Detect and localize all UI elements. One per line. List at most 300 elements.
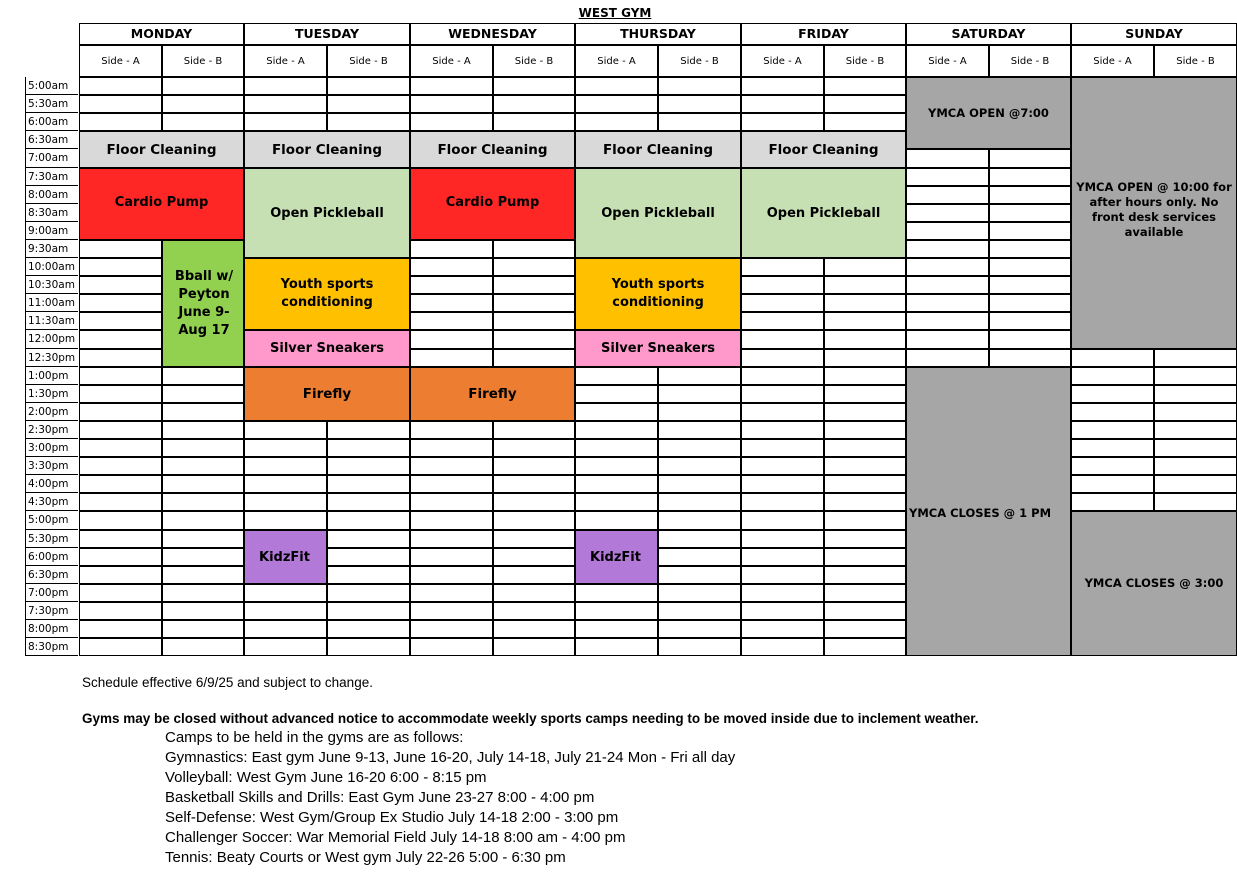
slot-cell[interactable] xyxy=(1154,349,1237,367)
slot-cell[interactable] xyxy=(327,77,410,95)
event-cardio-pump[interactable] xyxy=(410,168,575,240)
slot-cell[interactable] xyxy=(162,421,244,439)
slot-cell[interactable] xyxy=(906,240,989,258)
slot-cell[interactable] xyxy=(989,222,1071,240)
slot-cell[interactable] xyxy=(824,530,906,548)
slot-cell[interactable] xyxy=(824,457,906,475)
slot-cell[interactable] xyxy=(244,95,327,113)
time-label: 4:30pm xyxy=(25,493,78,511)
slot-cell[interactable] xyxy=(410,584,493,602)
slot-cell[interactable] xyxy=(79,330,162,349)
event-silver-sneakers[interactable] xyxy=(244,330,410,367)
event-floor-cleaning[interactable] xyxy=(410,131,575,168)
slot-cell[interactable] xyxy=(1071,367,1154,385)
time-label: 9:30am xyxy=(25,240,78,258)
time-label: 8:00pm xyxy=(25,620,78,638)
slot-cell[interactable] xyxy=(79,602,162,620)
slot-cell[interactable] xyxy=(493,493,575,511)
slot-cell[interactable] xyxy=(658,530,741,548)
slot-cell[interactable] xyxy=(1154,493,1237,511)
slot-cell[interactable] xyxy=(79,548,162,566)
slot-cell[interactable] xyxy=(162,511,244,530)
slot-cell[interactable] xyxy=(741,439,824,457)
slot-cell[interactable] xyxy=(575,403,658,421)
slot-cell[interactable] xyxy=(410,439,493,457)
slot-cell[interactable] xyxy=(162,113,244,131)
slot-cell[interactable] xyxy=(327,421,410,439)
slot-cell[interactable] xyxy=(741,276,824,294)
slot-cell[interactable] xyxy=(906,330,989,349)
slot-cell[interactable] xyxy=(79,421,162,439)
day-header-wednesday: WEDNESDAY xyxy=(410,23,575,45)
slot-cell[interactable] xyxy=(327,638,410,656)
slot-cell[interactable] xyxy=(575,113,658,131)
slot-cell[interactable] xyxy=(575,511,658,530)
slot-cell[interactable] xyxy=(493,548,575,566)
slot-cell[interactable] xyxy=(906,204,989,222)
slot-cell[interactable] xyxy=(410,95,493,113)
slot-cell[interactable] xyxy=(244,493,327,511)
slot-cell[interactable] xyxy=(410,548,493,566)
slot-cell[interactable] xyxy=(79,312,162,330)
slot-cell[interactable] xyxy=(79,403,162,421)
slot-cell[interactable] xyxy=(741,95,824,113)
event-label: YMCA OPEN @7:00 xyxy=(928,105,1049,120)
slot-cell[interactable] xyxy=(493,475,575,493)
slot-cell[interactable] xyxy=(162,457,244,475)
slot-cell[interactable] xyxy=(493,638,575,656)
slot-cell[interactable] xyxy=(575,584,658,602)
slot-cell[interactable] xyxy=(79,113,162,131)
slot-cell[interactable] xyxy=(658,584,741,602)
slot-cell[interactable] xyxy=(741,113,824,131)
slot-cell[interactable] xyxy=(162,620,244,638)
slot-cell[interactable] xyxy=(162,638,244,656)
slot-cell[interactable] xyxy=(1071,385,1154,403)
event-kidzfit[interactable] xyxy=(244,530,327,584)
event-youth-sports[interactable] xyxy=(244,258,410,330)
slot-cell[interactable] xyxy=(327,548,410,566)
event-floor-cleaning[interactable] xyxy=(575,131,741,168)
slot-cell[interactable] xyxy=(989,258,1071,276)
slot-cell[interactable] xyxy=(741,258,824,276)
slot-cell[interactable] xyxy=(410,77,493,95)
slot-cell[interactable] xyxy=(410,113,493,131)
slot-cell[interactable] xyxy=(989,186,1071,204)
slot-cell[interactable] xyxy=(658,566,741,584)
slot-cell[interactable] xyxy=(162,439,244,457)
slot-cell[interactable] xyxy=(327,566,410,584)
slot-cell[interactable] xyxy=(575,493,658,511)
slot-cell[interactable] xyxy=(575,95,658,113)
slot-cell[interactable] xyxy=(575,77,658,95)
slot-cell[interactable] xyxy=(989,204,1071,222)
event-sat-close[interactable] xyxy=(906,367,1071,656)
slot-cell[interactable] xyxy=(244,620,327,638)
slot-cell[interactable] xyxy=(493,602,575,620)
event-silver-sneakers[interactable] xyxy=(575,330,741,367)
schedule-title: WEST GYM xyxy=(578,6,652,20)
slot-cell[interactable] xyxy=(1071,349,1154,367)
slot-cell[interactable] xyxy=(824,620,906,638)
slot-cell[interactable] xyxy=(741,548,824,566)
slot-cell[interactable] xyxy=(989,276,1071,294)
slot-cell[interactable] xyxy=(824,258,906,276)
slot-cell[interactable] xyxy=(493,294,575,312)
event-youth-sports[interactable] xyxy=(575,258,741,330)
slot-cell[interactable] xyxy=(493,584,575,602)
slot-cell[interactable] xyxy=(493,349,575,367)
slot-cell[interactable] xyxy=(79,530,162,548)
slot-cell[interactable] xyxy=(327,511,410,530)
slot-cell[interactable] xyxy=(741,77,824,95)
slot-cell[interactable] xyxy=(79,475,162,493)
slot-cell[interactable] xyxy=(79,258,162,276)
slot-cell[interactable] xyxy=(1154,367,1237,385)
slot-cell[interactable] xyxy=(989,149,1071,168)
slot-cell[interactable] xyxy=(741,294,824,312)
slot-cell[interactable] xyxy=(741,566,824,584)
slot-cell[interactable] xyxy=(244,113,327,131)
slot-cell[interactable] xyxy=(162,77,244,95)
slot-cell[interactable] xyxy=(79,349,162,367)
slot-cell[interactable] xyxy=(410,457,493,475)
event-floor-cleaning[interactable] xyxy=(244,131,410,168)
slot-cell[interactable] xyxy=(658,620,741,638)
slot-cell[interactable] xyxy=(327,439,410,457)
slot-cell[interactable] xyxy=(162,493,244,511)
slot-cell[interactable] xyxy=(824,493,906,511)
slot-cell[interactable] xyxy=(410,421,493,439)
slot-cell[interactable] xyxy=(1154,457,1237,475)
slot-cell[interactable] xyxy=(493,620,575,638)
slot-cell[interactable] xyxy=(162,367,244,385)
side-header: Side - B xyxy=(162,45,244,77)
event-kidzfit[interactable] xyxy=(575,530,658,584)
slot-cell[interactable] xyxy=(989,312,1071,330)
slot-cell[interactable] xyxy=(327,95,410,113)
slot-cell[interactable] xyxy=(1071,421,1154,439)
slot-cell[interactable] xyxy=(906,186,989,204)
slot-cell[interactable] xyxy=(79,439,162,457)
slot-cell[interactable] xyxy=(741,385,824,403)
camps-intro: Camps to be held in the gyms are as follows: xyxy=(165,729,464,746)
slot-cell[interactable] xyxy=(989,240,1071,258)
slot-cell[interactable] xyxy=(741,493,824,511)
slot-cell[interactable] xyxy=(493,77,575,95)
event-label: Cardio Pump xyxy=(445,195,540,210)
slot-cell[interactable] xyxy=(327,530,410,548)
slot-cell[interactable] xyxy=(79,638,162,656)
slot-cell[interactable] xyxy=(79,77,162,95)
slot-cell[interactable] xyxy=(327,584,410,602)
slot-cell[interactable] xyxy=(741,457,824,475)
camp-item: Volleyball: West Gym June 16-20 6:00 - 8:15 pm xyxy=(165,769,487,786)
slot-cell[interactable] xyxy=(741,312,824,330)
slot-cell[interactable] xyxy=(1154,385,1237,403)
slot-cell[interactable] xyxy=(410,638,493,656)
slot-cell[interactable] xyxy=(658,493,741,511)
slot-cell[interactable] xyxy=(741,530,824,548)
event-open-pickleball[interactable] xyxy=(575,168,741,258)
slot-cell[interactable] xyxy=(741,620,824,638)
event-open-pickleball[interactable] xyxy=(741,168,906,258)
slot-cell[interactable] xyxy=(575,620,658,638)
slot-cell[interactable] xyxy=(493,113,575,131)
slot-cell[interactable] xyxy=(244,638,327,656)
slot-cell[interactable] xyxy=(824,421,906,439)
slot-cell[interactable] xyxy=(1071,403,1154,421)
slot-cell[interactable] xyxy=(493,566,575,584)
slot-cell[interactable] xyxy=(741,330,824,349)
slot-cell[interactable] xyxy=(906,149,989,168)
slot-cell[interactable] xyxy=(410,258,493,276)
slot-cell[interactable] xyxy=(824,312,906,330)
slot-cell[interactable] xyxy=(658,638,741,656)
slot-cell[interactable] xyxy=(741,638,824,656)
slot-cell[interactable] xyxy=(162,403,244,421)
slot-cell[interactable] xyxy=(162,548,244,566)
slot-cell[interactable] xyxy=(575,602,658,620)
slot-cell[interactable] xyxy=(906,168,989,186)
slot-cell[interactable] xyxy=(162,584,244,602)
time-label: 7:30am xyxy=(25,168,78,186)
slot-cell[interactable] xyxy=(575,421,658,439)
slot-cell[interactable] xyxy=(658,421,741,439)
slot-cell[interactable] xyxy=(1071,457,1154,475)
slot-cell[interactable] xyxy=(493,439,575,457)
slot-cell[interactable] xyxy=(79,367,162,385)
slot-cell[interactable] xyxy=(824,439,906,457)
slot-cell[interactable] xyxy=(1154,439,1237,457)
slot-cell[interactable] xyxy=(244,77,327,95)
event-label: Firefly xyxy=(468,386,517,402)
slot-cell[interactable] xyxy=(824,330,906,349)
slot-cell[interactable] xyxy=(575,457,658,475)
effective-note: Schedule effective 6/9/25 and subject to change. xyxy=(82,675,373,690)
side-header: Side - B xyxy=(493,45,575,77)
event-sat-open[interactable] xyxy=(906,77,1071,149)
slot-cell[interactable] xyxy=(493,457,575,475)
slot-cell[interactable] xyxy=(410,530,493,548)
slot-cell[interactable] xyxy=(244,584,327,602)
slot-cell[interactable] xyxy=(410,276,493,294)
slot-cell[interactable] xyxy=(989,168,1071,186)
slot-cell[interactable] xyxy=(493,312,575,330)
slot-cell[interactable] xyxy=(658,113,741,131)
slot-cell[interactable] xyxy=(658,548,741,566)
event-label: Floor Cleaning xyxy=(106,141,217,158)
slot-cell[interactable] xyxy=(658,95,741,113)
slot-cell[interactable] xyxy=(824,511,906,530)
slot-cell[interactable] xyxy=(1154,421,1237,439)
slot-cell[interactable] xyxy=(79,584,162,602)
slot-cell[interactable] xyxy=(824,95,906,113)
slot-cell[interactable] xyxy=(575,367,658,385)
side-header: Side - A xyxy=(410,45,493,77)
slot-cell[interactable] xyxy=(79,620,162,638)
side-header: Side - A xyxy=(906,45,989,77)
time-label: 7:00am xyxy=(25,149,78,168)
slot-cell[interactable] xyxy=(824,77,906,95)
slot-cell[interactable] xyxy=(244,421,327,439)
slot-cell[interactable] xyxy=(741,349,824,367)
slot-cell[interactable] xyxy=(327,493,410,511)
slot-cell[interactable] xyxy=(493,95,575,113)
slot-cell[interactable] xyxy=(741,584,824,602)
slot-cell[interactable] xyxy=(493,530,575,548)
slot-cell[interactable] xyxy=(79,240,162,258)
slot-cell[interactable] xyxy=(493,421,575,439)
slot-cell[interactable] xyxy=(658,403,741,421)
slot-cell[interactable] xyxy=(575,475,658,493)
slot-cell[interactable] xyxy=(79,457,162,475)
slot-cell[interactable] xyxy=(1154,403,1237,421)
event-cardio-pump[interactable] xyxy=(79,168,244,240)
slot-cell[interactable] xyxy=(162,475,244,493)
slot-cell[interactable] xyxy=(493,330,575,349)
slot-cell[interactable] xyxy=(162,566,244,584)
slot-cell[interactable] xyxy=(162,95,244,113)
slot-cell[interactable] xyxy=(989,349,1071,367)
slot-cell[interactable] xyxy=(824,113,906,131)
slot-cell[interactable] xyxy=(327,620,410,638)
event-floor-cleaning[interactable] xyxy=(741,131,906,168)
slot-cell[interactable] xyxy=(1071,493,1154,511)
slot-cell[interactable] xyxy=(327,602,410,620)
slot-cell[interactable] xyxy=(824,385,906,403)
slot-cell[interactable] xyxy=(79,511,162,530)
slot-cell[interactable] xyxy=(824,367,906,385)
slot-cell[interactable] xyxy=(989,294,1071,312)
slot-cell[interactable] xyxy=(410,511,493,530)
time-label: 5:30pm xyxy=(25,530,78,548)
event-sun-open[interactable] xyxy=(1071,77,1237,349)
slot-cell[interactable] xyxy=(824,584,906,602)
slot-cell[interactable] xyxy=(824,403,906,421)
slot-cell[interactable] xyxy=(1071,439,1154,457)
slot-cell[interactable] xyxy=(79,493,162,511)
slot-cell[interactable] xyxy=(906,222,989,240)
time-label: 7:30pm xyxy=(25,602,78,620)
slot-cell[interactable] xyxy=(162,530,244,548)
slot-cell[interactable] xyxy=(824,276,906,294)
slot-cell[interactable] xyxy=(410,294,493,312)
slot-cell[interactable] xyxy=(410,566,493,584)
slot-cell[interactable] xyxy=(162,385,244,403)
slot-cell[interactable] xyxy=(327,113,410,131)
slot-cell[interactable] xyxy=(658,367,741,385)
slot-cell[interactable] xyxy=(79,95,162,113)
slot-cell[interactable] xyxy=(658,475,741,493)
event-label: YMCA OPEN @ 10:00 for after hours only. No front desk services available xyxy=(1076,180,1232,239)
event-bball[interactable] xyxy=(162,240,244,367)
event-label: Open Pickleball xyxy=(766,205,881,221)
time-label: 3:30pm xyxy=(25,457,78,475)
slot-cell[interactable] xyxy=(824,638,906,656)
time-label: 2:00pm xyxy=(25,403,78,421)
slot-cell[interactable] xyxy=(244,439,327,457)
slot-cell[interactable] xyxy=(741,475,824,493)
camp-item: Self-Defense: West Gym/Group Ex Studio July 14-18 2:00 - 3:00 pm xyxy=(165,809,619,826)
slot-cell[interactable] xyxy=(824,548,906,566)
slot-cell[interactable] xyxy=(79,294,162,312)
slot-cell[interactable] xyxy=(410,602,493,620)
slot-cell[interactable] xyxy=(327,475,410,493)
event-floor-cleaning[interactable] xyxy=(79,131,244,168)
slot-cell[interactable] xyxy=(824,475,906,493)
slot-cell[interactable] xyxy=(1071,475,1154,493)
slot-cell[interactable] xyxy=(741,403,824,421)
event-open-pickleball[interactable] xyxy=(244,168,410,258)
slot-cell[interactable] xyxy=(327,457,410,475)
time-label: 9:00am xyxy=(25,222,78,240)
event-firefly[interactable] xyxy=(410,367,575,421)
slot-cell[interactable] xyxy=(658,77,741,95)
slot-cell[interactable] xyxy=(244,511,327,530)
slot-cell[interactable] xyxy=(410,620,493,638)
event-firefly[interactable] xyxy=(244,367,410,421)
slot-cell[interactable] xyxy=(741,602,824,620)
time-label: 5:30am xyxy=(25,95,78,113)
event-label: KidzFit xyxy=(590,549,641,565)
slot-cell[interactable] xyxy=(410,349,493,367)
slot-cell[interactable] xyxy=(906,312,989,330)
slot-cell[interactable] xyxy=(824,602,906,620)
slot-cell[interactable] xyxy=(244,602,327,620)
slot-cell[interactable] xyxy=(1154,475,1237,493)
slot-cell[interactable] xyxy=(575,638,658,656)
slot-cell[interactable] xyxy=(493,276,575,294)
slot-cell[interactable] xyxy=(410,240,493,258)
slot-cell[interactable] xyxy=(79,385,162,403)
slot-cell[interactable] xyxy=(658,457,741,475)
slot-cell[interactable] xyxy=(79,566,162,584)
slot-cell[interactable] xyxy=(244,457,327,475)
slot-cell[interactable] xyxy=(410,475,493,493)
slot-cell[interactable] xyxy=(493,240,575,258)
slot-cell[interactable] xyxy=(741,421,824,439)
event-sun-close[interactable] xyxy=(1071,511,1237,656)
event-label: Bball w/ Peyton June 9-Aug 17 xyxy=(174,268,234,338)
slot-cell[interactable] xyxy=(906,276,989,294)
slot-cell[interactable] xyxy=(906,349,989,367)
slot-cell[interactable] xyxy=(575,385,658,403)
slot-cell[interactable] xyxy=(741,511,824,530)
slot-cell[interactable] xyxy=(741,367,824,385)
slot-cell[interactable] xyxy=(658,511,741,530)
slot-cell[interactable] xyxy=(824,566,906,584)
slot-cell[interactable] xyxy=(658,439,741,457)
slot-cell[interactable] xyxy=(410,312,493,330)
slot-cell[interactable] xyxy=(575,439,658,457)
slot-cell[interactable] xyxy=(79,276,162,294)
slot-cell[interactable] xyxy=(824,349,906,367)
slot-cell[interactable] xyxy=(824,294,906,312)
slot-cell[interactable] xyxy=(162,602,244,620)
slot-cell[interactable] xyxy=(658,602,741,620)
slot-cell[interactable] xyxy=(493,511,575,530)
slot-cell[interactable] xyxy=(906,258,989,276)
slot-cell[interactable] xyxy=(244,475,327,493)
slot-cell[interactable] xyxy=(410,493,493,511)
slot-cell[interactable] xyxy=(989,330,1071,349)
slot-cell[interactable] xyxy=(658,385,741,403)
slot-cell[interactable] xyxy=(906,294,989,312)
slot-cell[interactable] xyxy=(410,330,493,349)
slot-cell[interactable] xyxy=(493,258,575,276)
event-label: Cardio Pump xyxy=(114,195,209,210)
